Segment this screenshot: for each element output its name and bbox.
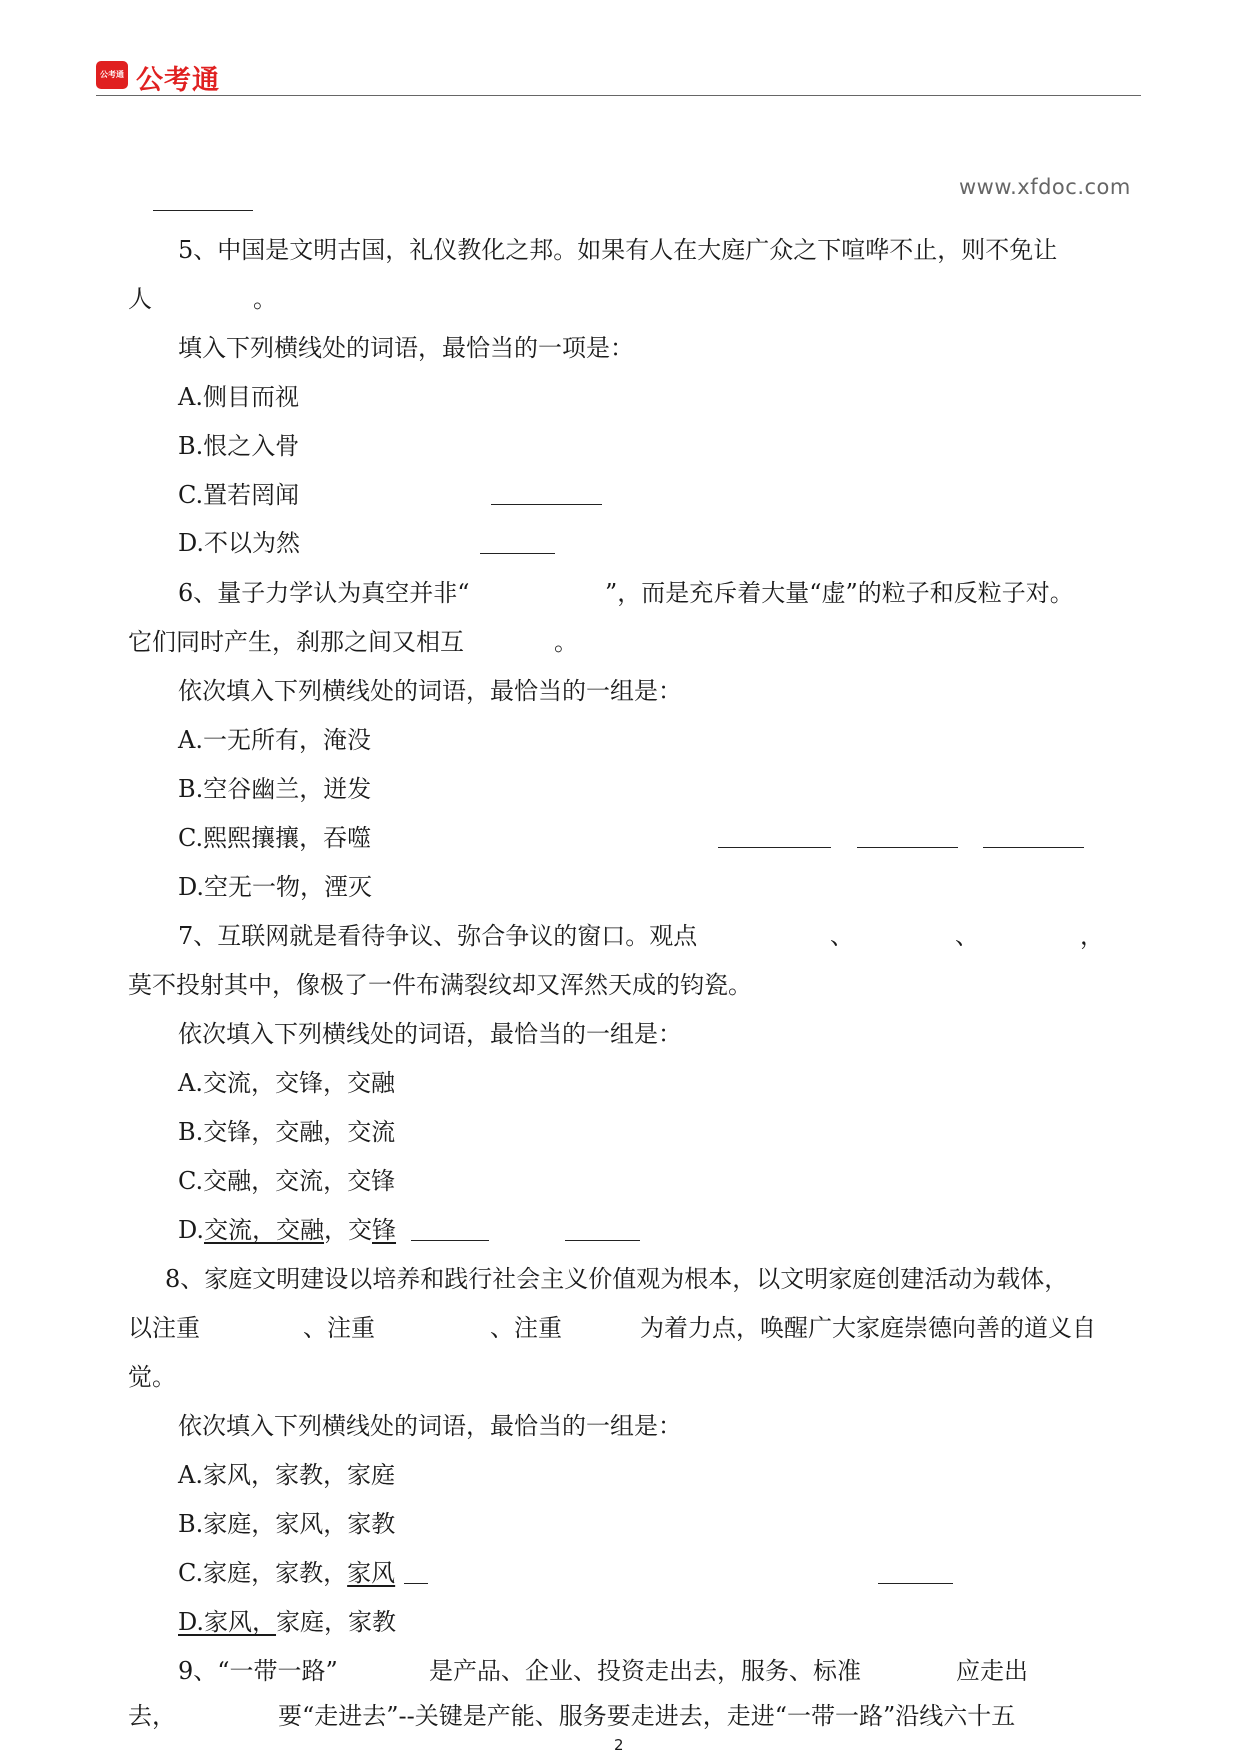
q7-option-d-underlined-end: 锋 xyxy=(372,1216,397,1244)
q6-stem-line1-end: ”，而是充斥着大量“虚”的粒子和反粒子对。 xyxy=(605,579,1074,607)
q8-option-c-underlined: 家风 xyxy=(347,1559,396,1587)
logo-badge: 公考通 xyxy=(96,61,128,89)
q7-option-d-underlined: 交流，交融 xyxy=(204,1216,325,1244)
q8-option-d xyxy=(178,1607,396,1637)
q5-option-b: B.恨之入骨 xyxy=(178,432,300,460)
q9-stem-line1-part3: 应走出 xyxy=(956,1657,1028,1685)
q8-stem-line2-part2: 、注重 xyxy=(303,1314,375,1342)
q7-option-d xyxy=(178,1215,396,1245)
q9-stem-line2-part1: 去， xyxy=(128,1702,176,1730)
q6-option-a: A.一无所有，淹没 xyxy=(178,726,371,754)
q9-stem-line1-part1: 9、“一带一路” xyxy=(178,1657,338,1685)
answer-blank xyxy=(878,1583,953,1584)
answer-blank xyxy=(411,1240,489,1241)
q6-option-c: C.熙熙攘攘，吞噬 xyxy=(178,824,372,852)
header-divider xyxy=(96,95,1141,96)
q5-prompt: 填入下列横线处的词语，最恰当的一项是： xyxy=(178,334,634,362)
q7-separator: 、 xyxy=(955,922,979,950)
q7-option-d-text: ，交 xyxy=(324,1216,373,1244)
answer-blank xyxy=(718,847,831,848)
q7-prompt: 依次填入下列横线处的词语，最恰当的一组是： xyxy=(178,1020,682,1048)
q8-option-b: B.家庭，家风，家教 xyxy=(178,1510,396,1538)
q7-stem-line2: 莫不投射其中，像极了一件布满裂纹却又浑然天成的钧瓷。 xyxy=(128,971,752,999)
q8-option-d-text: 家庭，家教 xyxy=(276,1608,397,1636)
q5-stem-line2-end: 。 xyxy=(253,285,277,313)
logo-text: 公考通 xyxy=(136,65,220,96)
q5-option-d: D.不以为然 xyxy=(178,529,301,557)
q7-option-d-letter: D. xyxy=(178,1216,205,1244)
q8-stem-line2-part4: 为着力点，唤醒广大家庭崇德向善的道义自 xyxy=(640,1314,1096,1342)
answer-blank xyxy=(153,210,253,211)
q6-option-b: B.空谷幽兰，迸发 xyxy=(178,775,372,803)
answer-blank xyxy=(480,553,555,554)
q7-option-c: C.交融，交流，交锋 xyxy=(178,1167,396,1195)
q5-stem-line1: 5、中国是文明古国，礼仪教化之邦。如果有人在大庭广众之下喧哗不止，则不免让 xyxy=(178,236,1058,264)
q6-stem-line2-end: 。 xyxy=(554,628,578,656)
q6-stem-line2-start: 它们同时产生，刹那之间又相互 xyxy=(128,628,464,656)
q9-stem-line2-part2: 要“走进去”--关键是产能、服务要走进去，走进“一带一路”沿线六十五 xyxy=(278,1702,1016,1730)
q6-option-d: D.空无一物，湮灭 xyxy=(178,873,373,901)
q6-prompt: 依次填入下列横线处的词语，最恰当的一组是： xyxy=(178,677,682,705)
q8-option-d-underlined: D.家风， xyxy=(178,1608,277,1636)
q8-option-c-text: C.家庭，家教， xyxy=(178,1559,348,1587)
watermark: www.xfdoc.com xyxy=(959,175,1131,199)
q5-stem-line2-start: 人 xyxy=(128,285,152,313)
q5-option-a: A.侧目而视 xyxy=(178,383,299,411)
answer-blank xyxy=(857,847,958,848)
q8-stem-line1: 8、家庭文明建设以培养和践行社会主义价值观为根本，以文明家庭创建活动为载体， xyxy=(165,1265,1069,1293)
q8-stem-line3: 觉。 xyxy=(128,1363,176,1391)
page-number: 2 xyxy=(614,1736,624,1754)
answer-blank xyxy=(983,847,1084,848)
q8-stem-line2-part3: 、注重 xyxy=(490,1314,562,1342)
q8-prompt: 依次填入下列横线处的词语，最恰当的一组是： xyxy=(178,1412,682,1440)
answer-blank xyxy=(404,1583,428,1584)
q5-option-c: C.置若罔闻 xyxy=(178,481,300,509)
answer-blank xyxy=(491,504,602,505)
q7-option-b: B.交锋，交融，交流 xyxy=(178,1118,396,1146)
q8-stem-line2-part1: 以注重 xyxy=(128,1314,200,1342)
q6-stem-line1-start: 6、量子力学认为真空并非“ xyxy=(178,579,470,607)
q9-stem-line1-part2: 是产品、企业、投资走出去，服务、标准 xyxy=(429,1657,861,1685)
q8-option-a: A.家风，家教，家庭 xyxy=(178,1461,395,1489)
q7-option-a: A.交流，交锋，交融 xyxy=(178,1069,395,1097)
q8-option-c xyxy=(178,1558,395,1588)
q7-separator: ， xyxy=(1080,922,1104,950)
answer-blank xyxy=(565,1240,640,1241)
q7-stem-line1: 7、互联网就是看待争议、弥合争议的窗口。观点 xyxy=(178,922,698,950)
q7-separator: 、 xyxy=(830,922,854,950)
